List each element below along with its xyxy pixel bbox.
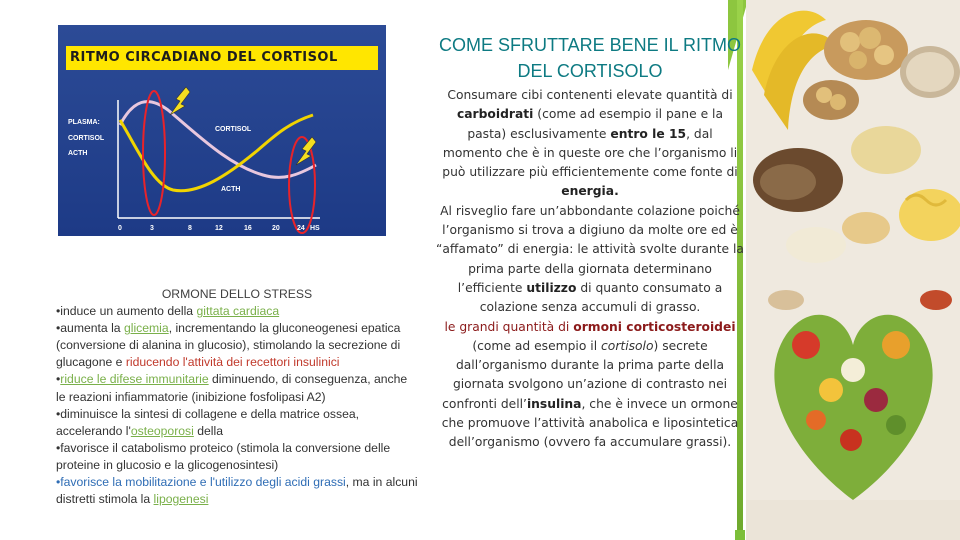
bullet-highlight: •favorisce la mobilitazione e l'utilizzo degli acidi grassi [56,475,346,490]
text-italic: cortisolo [601,338,654,353]
bullet-cardiac [56,303,418,320]
plasma-label: PLASMA: [68,119,100,126]
text: le grandi quantità di [444,319,574,334]
bullet-text: della [193,423,223,438]
paragraph-carbs [436,86,744,202]
text-bold: carboidrati [456,107,534,122]
cortisol-rhythm-image [58,25,386,236]
text: di quanto consumato a colazione senza accumuli di grasso. [479,280,723,315]
bullet-collagen [56,406,418,440]
bullet-catabolism: •favorisce il catabolismo proteico (stimola la conversione delle proteine in glucosio e la glicogenosintesi) [56,440,391,472]
text-bold: ormoni corticosteroidei [573,319,736,334]
bullet-text: •aumenta la [56,321,124,336]
advice-text [436,86,744,453]
arrow-morning-icon [170,87,190,115]
chart-image-title: RITMO CIRCADIANO DEL CORTISOL [66,46,378,70]
bullet-text: •induce un aumento della [56,304,197,319]
stress-hormone-text [56,286,418,508]
acth-label: ACTH [68,150,88,157]
bullet-text: diminuendo, di conseguenza, anche le reazioni infiammatorie (inibizione fosfolipasi A2) [56,372,408,404]
bullet-glycemia [56,320,418,371]
cortisol-label: CORTISOL [68,135,105,142]
text: (come ad esempio il [472,338,602,353]
cortisol-curve [120,102,316,178]
link-glicemia[interactable]: glicemia [123,321,169,336]
text: (come ad esempio il pane e la pasta) esclusivamente [467,107,724,141]
tick-8: 8 [188,225,192,232]
healthy-food-photo [746,0,960,540]
paragraph-breakfast [436,202,744,318]
tick-hs: HS [310,225,320,232]
acth-curve-label: ACTH [221,186,241,193]
stress-hormone-heading: ORMONE DELLO STRESS [161,287,313,301]
tick-12: 12 [215,225,223,232]
link-osteoporosi[interactable]: osteoporosi [130,423,194,438]
bullet-text: •diminuisce la sintesi di collagene e della matrice ossea, accelerando l' [56,406,360,438]
link-lipogenesi[interactable]: lipogenesi [153,492,209,507]
bullet-text: • [56,372,61,387]
text: , dal momento che è in queste ore che l’organismo li può utilizzare più efficientemente come fonte di [442,126,738,180]
tick-16: 16 [244,225,252,232]
text: , che è invece un ormone che promuove l’attività anabolica e liposintetica dell’organismo (ovvero fa accumulare grassi). [441,396,739,450]
bullet-text: , incrementando la gluconeogenesi epatica (conversione di alanina in glucosio), stimolando la secrezione di glucagone e [56,321,401,370]
paragraph-hormones [436,318,744,453]
text: Al risveglio fare un’abbondante colazione poiché l’organismo si trova a digiuno da molte ore ed è “affamato” di energia: le attività svolte durante la prima parte della giornata determinano l’efficiente [436,203,744,295]
bullet-immune [56,371,418,405]
slide-title: COME SFRUTTARE BENE IL RITMO DEL CORTISOLO [438,35,742,81]
tick-0: 0 [118,225,122,232]
link-difese-immunitarie[interactable]: riduce le difese immunitarie [60,372,209,387]
tick-20: 20 [272,225,280,232]
cortisol-curve-label: CORTISOL [215,126,252,133]
text: Consumare cibi contenenti elevate quantità di [447,88,733,102]
bottom-accent [735,530,745,540]
bullet-fatty-acids [56,474,418,508]
bullet-text: , ma in alcuni distretti stimola la [56,475,418,507]
food-photo-drawing [746,0,960,540]
bullet-highlight: riducendo l'attività dei recettori insulinici [125,355,340,370]
link-gittata-cardiaca[interactable]: gittata cardiaca [196,304,280,319]
morning-peak-circle [143,91,165,215]
text-bold: energia. [561,184,619,199]
text-bold: utilizzo [526,280,577,295]
pasta-bowl-icon [851,126,921,174]
text: ) secrete dall’organismo durante la prima parte della giornata svolgono un’azione di contrasto nei confronti dell’ [442,338,728,411]
text-bold: insulina [526,396,582,411]
tick-3: 3 [150,225,154,232]
text-bold: entro le 15 [610,126,687,141]
tick-24: 24 [297,225,305,232]
